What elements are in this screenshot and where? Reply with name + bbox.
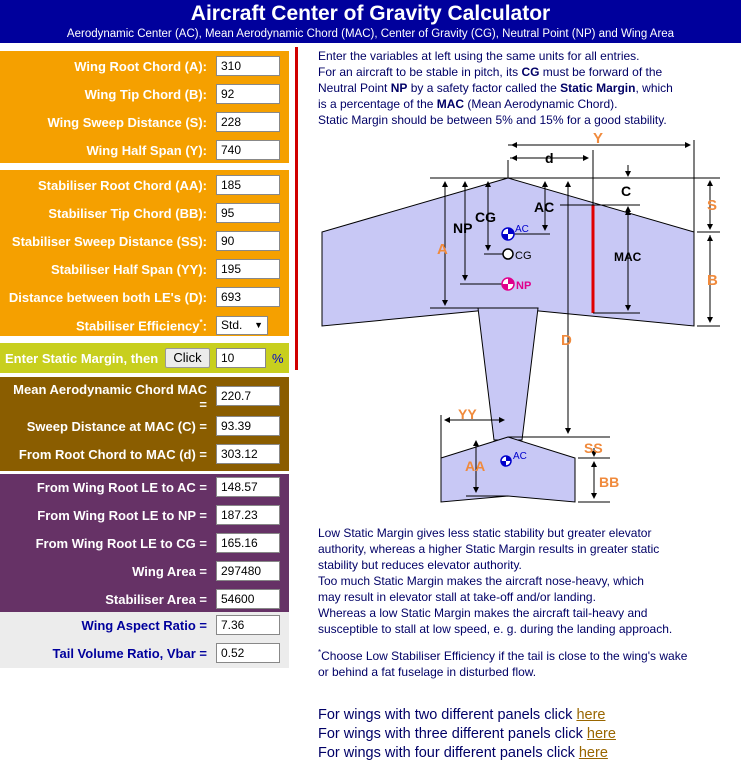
static-margin-notes: Low Static Margin gives less static stability but greater elevator authority, whereas a higher Static Margin results in greater static stability but reduces elevator authority. Too much Static Margin makes the aircraft nose-heavy, which may result in elevator stall at take-off and/or landing. Whereas a low Static Margin makes the aircraft tail-heavy and susceptible to stall at low speed, e. g. during the landing approach. *Choose Low Stabiliser Efficiency if the tail is close to the wing's wake or behind a fat fuselage in disturbed flow. <box>318 526 688 679</box>
label-cg-dot: CG <box>515 250 532 262</box>
chevron-down-icon: ▼ <box>254 320 263 330</box>
le-distance-label: Distance between both LE's (D): <box>8 290 207 305</box>
wing-sweep-label: Wing Sweep Distance (S): <box>47 115 207 130</box>
label-S: S <box>707 197 718 214</box>
stabiliser-inputs-panel <box>0 170 289 336</box>
label-C: C <box>621 183 632 199</box>
stab-area-label: Stabiliser Area = <box>105 592 207 607</box>
label-YY: YY <box>458 406 477 422</box>
stab-half-span-label: Stabiliser Half Span (YY): <box>50 262 207 277</box>
le-distance-input[interactable] <box>216 287 280 307</box>
root-to-mac-label: From Root Chord to MAC (d) = <box>18 447 207 462</box>
divider-line <box>295 47 298 370</box>
sweep-mac-label: Sweep Distance at MAC (C) = <box>26 419 207 434</box>
three-panels-link[interactable]: here <box>586 726 616 742</box>
label-CG: CG <box>475 209 496 225</box>
static-margin-input[interactable] <box>216 348 266 368</box>
stab-tip-chord-label: Stabiliser Tip Chord (BB): <box>48 206 207 221</box>
static-margin-label: Enter Static Margin, then <box>5 351 159 366</box>
label-BB: BB <box>599 474 620 490</box>
static-margin-unit: % <box>272 351 284 366</box>
label-stab-ac: AC <box>513 451 527 462</box>
wing-half-span-input[interactable] <box>216 140 280 160</box>
aspect-ratio-output <box>216 615 280 635</box>
sweep-mac-output <box>216 416 280 436</box>
page-subtitle: Aerodynamic Center (AC), Mean Aerodynamic Chord (MAC), Center of Gravity (CG), Neutral Point (NP) and Wing Area <box>66 28 675 40</box>
four-panels-link[interactable]: here <box>578 745 608 761</box>
label-NP: NP <box>453 220 473 236</box>
le-np-output <box>216 505 280 525</box>
wing-sweep-input[interactable] <box>216 112 280 132</box>
le-cg-output <box>216 533 280 553</box>
wing-root-chord-label: Wing Root Chord (A): <box>74 59 207 74</box>
stab-half-span-input[interactable] <box>216 259 280 279</box>
position-results-panel <box>0 474 289 612</box>
label-MAC: MAC <box>614 250 642 264</box>
panel-links: For wings with two different panels click here For wings with three different panels click here For wings with four different panels click here <box>318 707 616 761</box>
label-D: D <box>561 332 572 349</box>
wing-area-output <box>216 561 280 581</box>
label-np-dot: NP <box>516 280 532 292</box>
label-B: B <box>707 272 718 289</box>
page-header <box>0 0 741 43</box>
label-AC: AC <box>534 199 555 215</box>
label-A: A <box>437 241 448 258</box>
le-np-label: From Wing Root LE to NP = <box>37 508 207 523</box>
stab-sweep-input[interactable] <box>216 231 280 251</box>
two-panels-link[interactable]: here <box>576 707 606 723</box>
le-ac-label: From Wing Root LE to AC = <box>36 480 207 495</box>
wing-tip-chord-input[interactable] <box>216 84 280 104</box>
wing-root-chord-input[interactable] <box>216 56 280 76</box>
intro-text: Enter the variables at left using the same units for all entries. For an aircraft to be stable in pitch, its CG must be forward of the Neutral Point NP by a safety factor called the Static Margin, which is a percentage of the MAC (Mean Aerodynamic Chord). Static Margin should be between 5% and 15% for a good stability. <box>318 49 673 127</box>
mac-results-panel <box>0 377 289 471</box>
aircraft-diagram <box>300 125 741 510</box>
stab-efficiency-select[interactable]: Std. ▼ <box>216 316 268 335</box>
stabiliser-shape <box>441 437 575 502</box>
wing-tip-chord-label: Wing Tip Chord (B): <box>84 87 207 102</box>
mac-output <box>216 386 280 406</box>
ratios-panel <box>0 612 289 668</box>
cg-marker-icon <box>503 249 513 259</box>
label-Y: Y <box>593 130 604 147</box>
label-ac-dot: AC <box>515 224 529 235</box>
static-margin-panel <box>0 343 289 373</box>
wing-area-label: Wing Area = <box>132 564 207 579</box>
stab-root-chord-label: Stabiliser Root Chord (AA): <box>38 178 207 193</box>
le-cg-label: From Wing Root LE to CG = <box>35 536 207 551</box>
calculate-button[interactable]: Click <box>165 348 210 368</box>
vbar-label: Tail Volume Ratio, Vbar = <box>52 646 207 661</box>
stab-tip-chord-input[interactable] <box>216 203 280 223</box>
le-ac-output <box>216 477 280 497</box>
root-to-mac-output <box>216 444 280 464</box>
wing-half-span-label: Wing Half Span (Y): <box>86 143 207 158</box>
vbar-output <box>216 643 280 663</box>
stab-area-output <box>216 589 280 609</box>
stab-sweep-label: Stabiliser Sweep Distance (SS): <box>11 234 207 249</box>
label-d: d <box>545 150 554 166</box>
label-AA: AA <box>465 458 486 474</box>
wing-inputs-panel <box>0 51 289 163</box>
page-title: Aircraft Center of Gravity Calculator <box>190 2 551 25</box>
stab-root-chord-input[interactable] <box>216 175 280 195</box>
stab-efficiency-label: Stabiliser Efficiency*: <box>75 318 207 334</box>
mac-label: Mean Aerodynamic Chord MAC = <box>13 382 207 412</box>
aspect-ratio-label: Wing Aspect Ratio = <box>81 618 207 633</box>
label-SS: SS <box>584 440 603 456</box>
